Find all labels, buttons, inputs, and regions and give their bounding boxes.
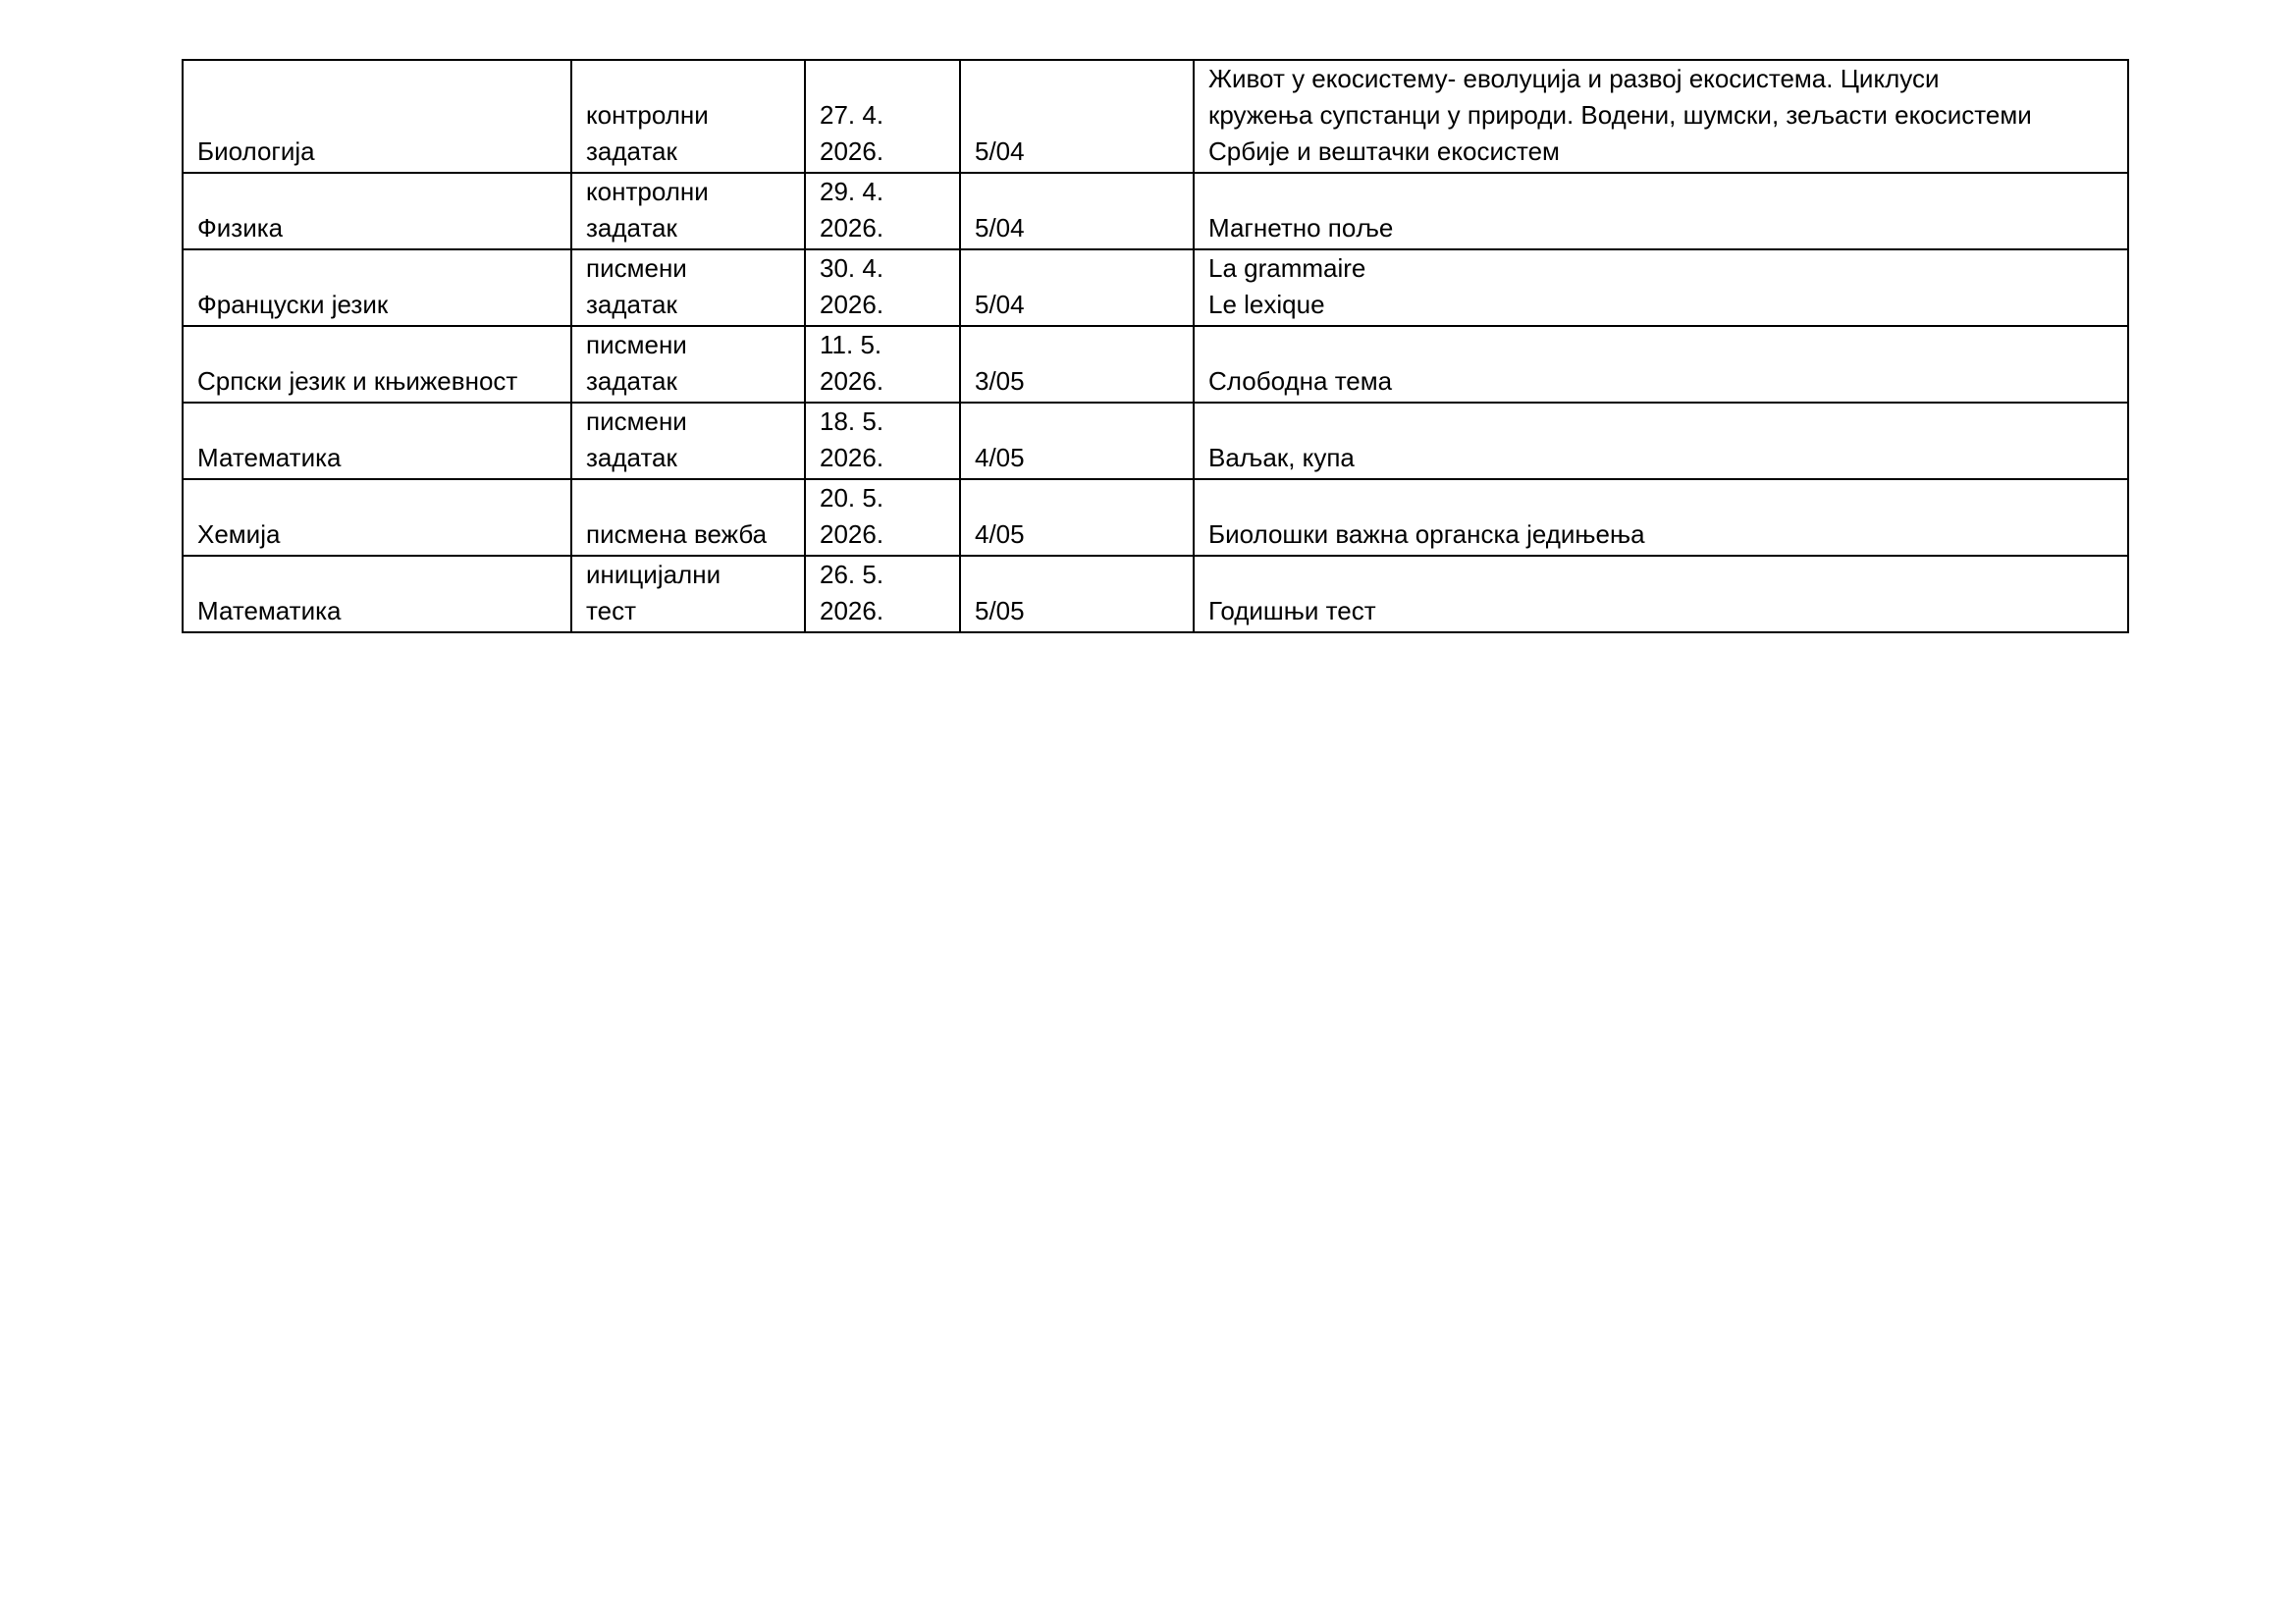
table-row <box>183 326 2128 403</box>
subject-text: Хемија <box>197 519 281 549</box>
subject-text: Физика <box>197 213 284 243</box>
class-cell <box>960 249 1194 326</box>
class-cell <box>960 60 1194 173</box>
subject-cell <box>183 60 571 173</box>
date-line: 20. 5. <box>820 483 884 513</box>
exam-type-line: тест <box>586 596 636 625</box>
exam-type-line: задатак <box>586 290 677 319</box>
topic-line: Живот у екосистему- еволуција и развој екосистема. Циклуси <box>1208 64 1940 93</box>
subject-text: Српски језик и књижевност <box>197 366 518 396</box>
exam-type-line: контролни <box>586 177 709 206</box>
subject-text: Математика <box>197 596 342 625</box>
exam-type-cell <box>571 556 805 632</box>
date-line: 27. 4. <box>820 100 884 130</box>
date-line: 2026. <box>820 519 884 549</box>
date-cell <box>805 556 960 632</box>
topic-cell <box>1194 479 2128 556</box>
exam-type-line: задатак <box>586 443 677 472</box>
class-cell <box>960 556 1194 632</box>
date-line: 18. 5. <box>820 406 884 436</box>
exam-type-cell <box>571 326 805 403</box>
date-line: 2026. <box>820 290 884 319</box>
date-line: 2026. <box>820 366 884 396</box>
topic-line: кружења супстанци у природи. Водени, шумски, зељасти екосистеми <box>1208 100 2032 130</box>
date-cell <box>805 326 960 403</box>
subject-cell <box>183 326 571 403</box>
date-line: 2026. <box>820 213 884 243</box>
class-text: 5/04 <box>975 136 1025 166</box>
exam-type-line: контролни <box>586 100 709 130</box>
class-text: 5/05 <box>975 596 1025 625</box>
table-row <box>183 556 2128 632</box>
exam-type-line: писмена вежба <box>586 519 768 549</box>
subject-cell <box>183 249 571 326</box>
topic-line: Ваљак, купа <box>1208 443 1355 472</box>
topic-cell <box>1194 326 2128 403</box>
class-cell <box>960 326 1194 403</box>
exam-schedule-table <box>182 59 2129 633</box>
date-cell <box>805 479 960 556</box>
table-row <box>183 173 2128 249</box>
exam-type-line: писмени <box>586 253 687 283</box>
exam-type-cell <box>571 403 805 479</box>
date-line: 11. 5. <box>820 330 882 359</box>
class-cell <box>960 403 1194 479</box>
exam-type-line: писмени <box>586 406 687 436</box>
topic-cell <box>1194 173 2128 249</box>
date-cell <box>805 403 960 479</box>
exam-type-cell <box>571 173 805 249</box>
date-line: 2026. <box>820 136 884 166</box>
table-row <box>183 60 2128 173</box>
topic-cell <box>1194 60 2128 173</box>
topic-line: Биолошки важна органска једињења <box>1208 519 1645 549</box>
exam-type-cell <box>571 249 805 326</box>
topic-line: Le lexique <box>1208 290 1325 319</box>
subject-text: Француски језик <box>197 290 389 319</box>
table-row <box>183 249 2128 326</box>
date-line: 2026. <box>820 596 884 625</box>
class-text: 5/04 <box>975 213 1025 243</box>
date-cell <box>805 249 960 326</box>
topic-line: Годишњи тест <box>1208 596 1376 625</box>
topic-cell <box>1194 556 2128 632</box>
class-text: 4/05 <box>975 443 1025 472</box>
class-cell <box>960 173 1194 249</box>
subject-cell <box>183 556 571 632</box>
exam-type-line: писмени <box>586 330 687 359</box>
exam-type-line: задатак <box>586 366 677 396</box>
date-cell <box>805 173 960 249</box>
date-line: 29. 4. <box>820 177 884 206</box>
table-row <box>183 403 2128 479</box>
topic-line: Магнетно поље <box>1208 213 1394 243</box>
date-cell <box>805 60 960 173</box>
topic-cell <box>1194 403 2128 479</box>
topic-line: Слободна тема <box>1208 366 1393 396</box>
subject-cell <box>183 403 571 479</box>
topic-cell <box>1194 249 2128 326</box>
subject-text: Математика <box>197 443 342 472</box>
class-cell <box>960 479 1194 556</box>
subject-cell <box>183 479 571 556</box>
date-line: 30. 4. <box>820 253 884 283</box>
class-text: 4/05 <box>975 519 1025 549</box>
topic-line: La grammaire <box>1208 253 1366 283</box>
subject-text: Биологија <box>197 136 315 166</box>
exam-type-cell <box>571 479 805 556</box>
class-text: 5/04 <box>975 290 1025 319</box>
exam-type-line: иницијални <box>586 560 721 589</box>
exam-type-line: задатак <box>586 213 677 243</box>
subject-cell <box>183 173 571 249</box>
exam-type-line: задатак <box>586 136 677 166</box>
table-row <box>183 479 2128 556</box>
date-line: 2026. <box>820 443 884 472</box>
class-text: 3/05 <box>975 366 1025 396</box>
exam-type-cell <box>571 60 805 173</box>
topic-line: Србије и вештачки екосистем <box>1208 136 1560 166</box>
date-line: 26. 5. <box>820 560 884 589</box>
